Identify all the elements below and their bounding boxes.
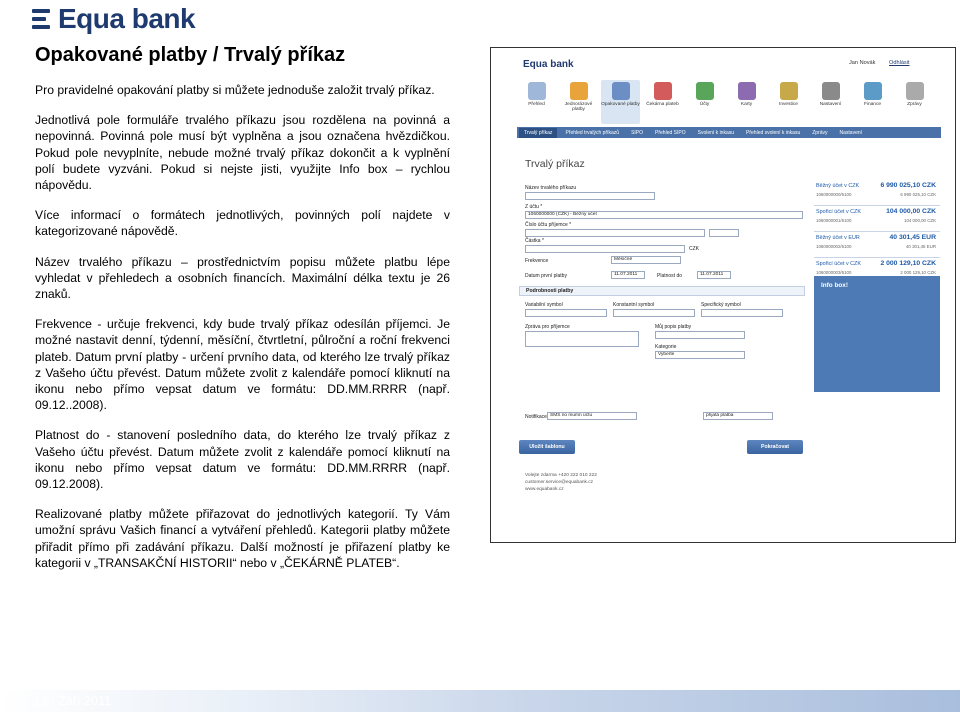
screenshot-user-name: Jan Novák [849, 60, 876, 66]
cards-icon [738, 82, 756, 100]
contact-phone: Volejte zdarma +420 222 010 222 [525, 473, 597, 478]
first-date-input[interactable]: 11.07.2011 [611, 271, 645, 279]
paragraph: Název trvalého příkazu – prostřednictvím popisu můžete platbu lépe vyhledat v přehledech a osobních financích. Maximální délka textu je 26 znaků. [35, 254, 450, 302]
paragraph: Platnost do - stanovení posledního data, do kterého lze trvalý příkaz z Vašeho účtu převést. Datum můžete zvolit z kalendáře pomocí kliknutí na ikonu nebo přímo vepsat datum ve formátu: DD.MM.RRRR (např. 09.12.2008). [35, 428, 450, 492]
screenshot-heading: Trvalý příkaz [525, 158, 585, 170]
first-date-label: Datum první platby [525, 273, 567, 279]
from-account-select[interactable]: 1060000000 (CZK) - Běžný účet [525, 211, 803, 219]
valid-until-input[interactable]: 11.07.2011 [697, 271, 731, 279]
page-number: 13 / Září 2011 [34, 694, 111, 708]
recurring-payment-icon [612, 82, 630, 100]
overview-icon [528, 82, 546, 100]
subnav-nastaveni[interactable]: Nastavení [839, 129, 863, 136]
ss-label: Specifický symbol [701, 302, 741, 308]
contact-web[interactable]: www.equabank.cz [525, 487, 564, 492]
subnav-prehled-prikazu[interactable]: Přehled trvalých příkazů [565, 129, 620, 136]
subnav-sipo[interactable]: SIPO [631, 129, 644, 136]
accounts-panel [814, 180, 940, 284]
single-payment-icon [570, 82, 588, 100]
messages-icon [906, 82, 924, 100]
account-row[interactable]: Spořicí účet v CZK 2 000 129,10 CZK 1060000003/6100 2 000 129,10 CZK [814, 258, 940, 284]
icon-tile-opakovane[interactable]: Opakované platby [601, 80, 640, 124]
ks-label: Konstantní symbol [613, 302, 655, 308]
account-row[interactable]: Spořicí účet v CZK 104 000,00 CZK 1060000001/6100 104 000,00 CZK [814, 206, 940, 232]
screenshot-icon-bar [517, 80, 937, 124]
name-input[interactable] [525, 192, 655, 200]
equa-bank-logo [32, 4, 195, 34]
category-label: Kategorie [655, 344, 677, 350]
footer-bar [0, 690, 960, 712]
details-section-header[interactable]: Podrobnosti platby [519, 286, 805, 296]
note-label: Můj popis platby [655, 324, 692, 330]
vs-input[interactable] [525, 309, 607, 317]
text-column [35, 82, 450, 585]
vs-label: Variabilní symbol [525, 302, 563, 308]
amount-label: Částka * [525, 238, 544, 244]
gear-icon [822, 82, 840, 100]
accounts-icon [696, 82, 714, 100]
note-input[interactable] [655, 331, 745, 339]
category-select[interactable]: Vyberte [655, 351, 745, 359]
to-label: Číslo účtu příjemce * [525, 222, 572, 228]
frequency-label: Frekvence [525, 258, 549, 264]
valid-until-label: Platnost do [657, 273, 683, 279]
notification-label: Notifikace [525, 414, 547, 420]
paragraph: Více informací o formátech jednotlivých, povinných polí najdete v kategorizované nápovědě. [35, 208, 450, 239]
icon-tile-prehled[interactable]: Přehled [517, 80, 556, 124]
screenshot-subnav [517, 127, 941, 138]
account-row[interactable]: Běžný účet v EUR 40 301,45 EUR 1060000002/6100 40 301,45 EUR [814, 232, 940, 258]
icon-tile-finance[interactable]: Finance [853, 80, 892, 124]
logo-text: Equa bank [58, 3, 196, 34]
info-box-title: Info box! [821, 282, 848, 289]
screenshot-logo: Equa bank [523, 59, 574, 70]
name-label: Název trvalého příkazu [525, 185, 577, 191]
subnav-trvaly-prikaz[interactable]: Trvalý příkaz [519, 128, 557, 138]
subnav-prehled-svoleni[interactable]: Přehled svolení k inkasu [746, 129, 801, 136]
to-account-input[interactable] [525, 229, 705, 237]
ks-input[interactable] [613, 309, 695, 317]
paragraph: Jednotlivá pole formuláře trvalého příkazu jsou rozdělena na povinná a nepovinná. Povinná pole musí být vyplněna a jsou označena hvězdičkou. Pokud pole nevyplníte, nebude možné trvalý příkaz dokončit a k vyplnění polí budete vyzváni. Pokud si nejste jisti, využijte Info box – rychlou nápovědu. [35, 113, 450, 193]
continue-button[interactable]: Pokračovat [747, 440, 803, 454]
finance-icon [864, 82, 882, 100]
save-template-button[interactable]: Uložit šablonu [519, 440, 575, 454]
icon-tile-zpravy[interactable]: Zprávy [895, 80, 934, 124]
screenshot-logout-link[interactable]: Odhlásit [889, 60, 910, 66]
waiting-room-icon [654, 82, 672, 100]
info-box [814, 276, 940, 392]
frequency-select[interactable]: Měsíčně [611, 256, 681, 264]
subnav-prehled-sipo[interactable]: Přehled SIPO [655, 129, 686, 136]
subnav-zpravy[interactable]: Zprávy [812, 129, 828, 136]
icon-tile-karty[interactable]: Karty [727, 80, 766, 124]
logo-mark-icon [32, 6, 54, 32]
account-row[interactable]: Běžný účet v CZK 6 990 025,10 CZK 1060000000/6100 6 990 025,10 CZK [814, 180, 940, 206]
from-label: Z účtu * [525, 204, 543, 210]
paragraph: Frekvence - určuje frekvenci, kdy bude trvalý příkaz odesílán příjemci. Je možné nastavit denní, týdenní, měsíční, čtvrtletní, půlroční a roční frekvenci plateb. Datum první platby - určení prvního data, od kterého lze trvalý příkaz z Vašeho účtu převést. Datum můžete zvolit z kalendáře pomocí kliknutí na ikonu nebo přímo vepsat datum ve formátu: DD.MM.RRRR (např. 09.12..2008). [35, 317, 450, 413]
message-label: Zpráva pro příjemce [525, 324, 570, 330]
investment-icon [780, 82, 798, 100]
paragraph: Pro pravidelné opakování platby si můžete jednoduše založit trvalý příkaz. [35, 83, 435, 97]
icon-tile-jednorazove[interactable]: Jednorázové platby [559, 80, 598, 124]
subnav-svoleni[interactable]: Svolení k inkasu [697, 129, 735, 136]
ss-input[interactable] [701, 309, 783, 317]
icon-tile-investice[interactable]: Investice [769, 80, 808, 124]
icon-tile-nastaveni[interactable]: Nastavení [811, 80, 850, 124]
bank-code-input[interactable] [709, 229, 739, 237]
app-screenshot [490, 47, 956, 543]
footer-gradient [0, 690, 960, 712]
currency-label: CZK [689, 246, 699, 252]
icon-tile-cekarna[interactable]: Čekárna plateb [643, 80, 682, 124]
notification-select[interactable]: SMS no mumn účtu [547, 412, 637, 420]
amount-input[interactable] [525, 245, 685, 253]
notification-type-select[interactable]: přijatá platba [703, 412, 773, 420]
page-title: Opakované platby / Trvalý příkaz [35, 44, 346, 66]
message-input[interactable] [525, 331, 639, 347]
paragraph: Realizované platby můžete přiřazovat do jednotlivých kategorií. Ty Vám umožní správu Vašich financí a vytváření přehledů. Kategorii platby můžete přiřadit přímo při zadávání příkazu. Další možností je přiřazení platby ke kategorii v „TRANSAKČNÍ HISTORII“ nebo v „ČEKÁRNĚ PLATEB“. [35, 507, 450, 570]
contact-email[interactable]: customer.service@equabank.cz [525, 480, 594, 485]
icon-tile-ucty[interactable]: Účty [685, 80, 724, 124]
